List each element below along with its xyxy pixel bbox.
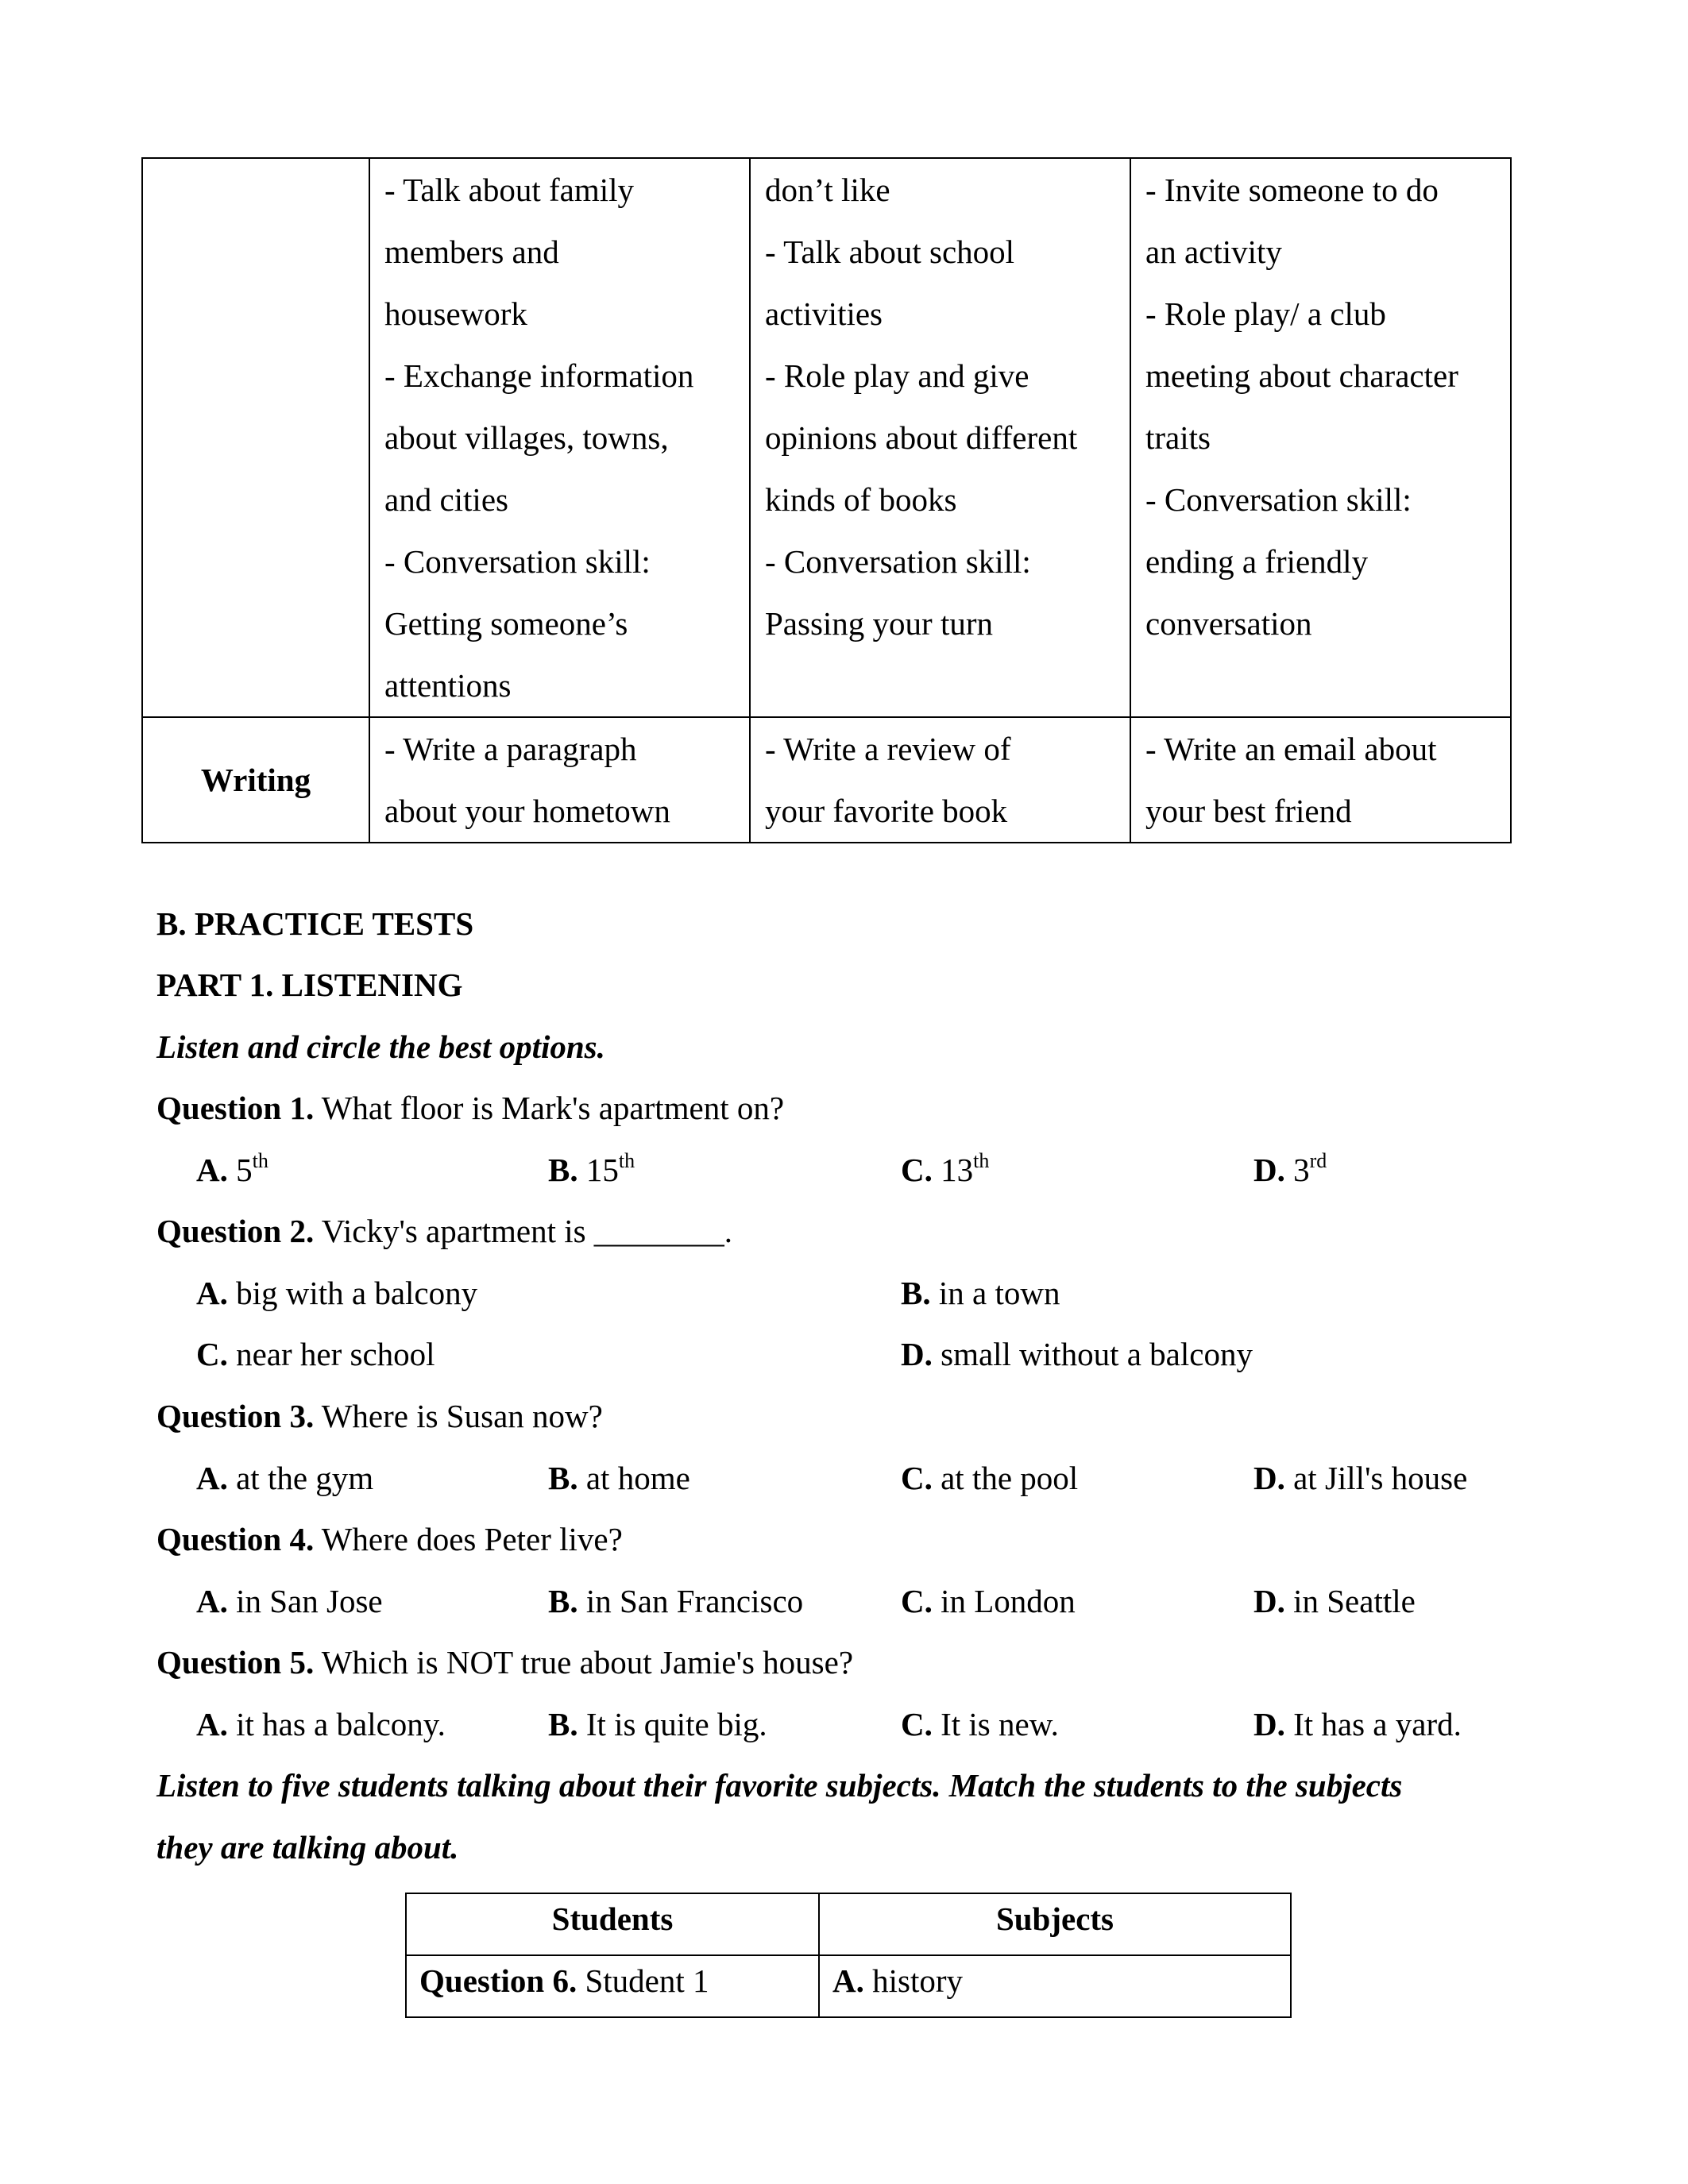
option-a[interactable] [196,1693,446,1755]
option-letter: D. [901,1336,933,1372]
cell-line: about your hometown [384,793,670,829]
cell-col3 [1130,158,1511,717]
option-letter: C. [901,1460,933,1496]
option-d[interactable] [901,1323,1253,1385]
option-text: in San Francisco [577,1583,804,1619]
option-letter: C. [196,1336,228,1372]
cell-line: don’t like [765,172,890,208]
cell-line: - Conversation skill: [765,543,1031,580]
cell-col1 [369,158,750,717]
table-row [142,158,1511,717]
table-header-row [406,1893,1291,1955]
option-b[interactable] [548,1693,767,1755]
question-label: Question 5. [156,1644,315,1680]
cell-line: - Write a paragraph [384,731,637,767]
question-5 [156,1631,853,1693]
header-students: Students [406,1893,819,1955]
option-text: small without a balcony [932,1336,1253,1372]
student-text: Student 1 [577,1962,709,1999]
cell-line: ending a friendly [1145,543,1369,580]
option-d[interactable] [1253,1693,1462,1755]
option-text: at Jill's house [1284,1460,1468,1496]
cell-line: - Exchange information [384,357,694,394]
cell-line: opinions about different [765,419,1078,456]
option-text: in San Jose [227,1583,383,1619]
option-b[interactable] [901,1262,1060,1324]
option-c[interactable] [901,1447,1078,1509]
option-letter: B. [548,1706,578,1742]
table-row [406,1955,1291,2017]
student-cell [406,1955,819,2017]
cell-line: - Write an email about [1145,731,1437,767]
option-b[interactable] [548,1570,803,1632]
option-letter: B. [548,1152,578,1188]
option-a[interactable] [196,1447,373,1509]
instruction-line-2: they are talking about. [156,1829,459,1866]
question-1 [156,1077,784,1139]
skills-table [141,157,1512,843]
option-text: big with a balcony [227,1275,478,1311]
option-c[interactable] [901,1693,1059,1755]
option-c[interactable] [901,1570,1076,1632]
option-letter: D. [1253,1460,1285,1496]
option-text: in London [932,1583,1076,1619]
option-text: 3 [1284,1152,1310,1188]
question-text: Which is NOT true about Jamie's house? [314,1644,854,1680]
question-text: Vicky's apartment is ________. [314,1213,733,1249]
question-text: What floor is Mark's apartment on? [314,1090,785,1126]
option-text: near her school [227,1336,435,1372]
cell-line: meeting about character [1145,357,1458,394]
instruction-line-1: Listen to five students talking about their favorite subjects. Match the students to the subjects [156,1767,1403,1804]
cell-line: activities [765,295,883,332]
option-d[interactable] [1253,1570,1416,1632]
option-text: in a town [930,1275,1060,1311]
question-4 [156,1508,623,1570]
option-text: 5 [227,1152,253,1188]
option-sup: th [252,1149,268,1173]
cell-col3 [1130,717,1511,843]
question-label: Question 3. [156,1398,315,1434]
question-label: Question 4. [156,1521,315,1557]
option-text: at the pool [932,1460,1079,1496]
row-label-writing: Writing [142,717,369,843]
subject-cell [819,1955,1291,2017]
cell-line: - Conversation skill: [1145,481,1412,518]
option-letter: B. [901,1275,931,1311]
cell-line: - Talk about school [765,233,1015,270]
cell-line: - Conversation skill: [384,543,651,580]
part-title: PART 1. LISTENING [156,967,463,1003]
option-letter: C. [901,1706,933,1742]
option-a[interactable] [196,1570,383,1632]
header-subjects: Subjects [819,1893,1291,1955]
option-letter: A. [196,1460,228,1496]
cell-line: - Talk about family [384,172,635,208]
cell-line: and cities [384,481,508,518]
cell-col2 [750,717,1130,843]
option-text: It has a yard. [1284,1706,1462,1742]
option-text: in Seattle [1284,1583,1416,1619]
cell-line: - Role play and give [765,357,1029,394]
subject-text: history [863,1962,964,1999]
option-d[interactable] [1253,1139,1327,1201]
option-sup: rd [1309,1149,1327,1173]
section-title: B. PRACTICE TESTS [156,905,474,942]
option-letter: A. [196,1152,228,1188]
cell-line: - Write a review of [765,731,1011,767]
cell-col2 [750,158,1130,717]
option-sup: th [618,1149,635,1173]
question-label: Question 6. [419,1962,577,1999]
cell-line: Getting someone’s [384,605,628,642]
option-a[interactable] [196,1139,268,1201]
question-label: Question 2. [156,1213,315,1249]
cell-line: an activity [1145,233,1282,270]
cell-line: traits [1145,419,1211,456]
cell-line: Passing your turn [765,605,993,642]
option-letter: A. [196,1275,228,1311]
option-d[interactable] [1253,1447,1467,1509]
cell-line: - Invite someone to do [1145,172,1439,208]
option-text: It is quite big. [577,1706,767,1742]
cell-line: your best friend [1145,793,1352,829]
cell-line: attentions [384,667,512,704]
option-text: 13 [932,1152,974,1188]
instruction: Listen and circle the best options. [156,1028,605,1065]
cell-line: kinds of books [765,481,957,518]
option-letter: A. [196,1583,228,1619]
option-text: at the gym [227,1460,374,1496]
question-text: Where does Peter live? [314,1521,623,1557]
row-label-cell [142,158,369,717]
question-text: Where is Susan now? [314,1398,603,1434]
option-letter: C. [901,1152,933,1188]
option-text: It is new. [932,1706,1059,1742]
cell-line: conversation [1145,605,1312,642]
match-table [405,1893,1292,2018]
option-b[interactable] [548,1447,690,1509]
question-3 [156,1385,603,1447]
option-b[interactable] [548,1139,635,1201]
option-letter: D. [1253,1152,1285,1188]
cell-line: about villages, towns, [384,419,669,456]
option-sup: th [973,1149,990,1173]
option-letter: B. [548,1460,578,1496]
subject-letter: A. [832,1962,864,1999]
option-text: it has a balcony. [227,1706,446,1742]
cell-line: your favorite book [765,793,1008,829]
option-letter: A. [196,1706,228,1742]
option-letter: D. [1253,1583,1285,1619]
cell-line: members and [384,233,559,270]
option-a[interactable] [196,1262,477,1324]
table-row [142,717,1511,843]
option-text: 15 [577,1152,619,1188]
cell-line: housework [384,295,527,332]
option-letter: C. [901,1583,933,1619]
cell-col1 [369,717,750,843]
option-text: at home [577,1460,690,1496]
question-label: Question 1. [156,1090,315,1126]
question-2 [156,1200,732,1262]
option-c[interactable] [901,1139,989,1201]
option-c[interactable] [196,1323,435,1385]
option-letter: D. [1253,1706,1285,1742]
cell-line: - Role play/ a club [1145,295,1386,332]
option-letter: B. [548,1583,578,1619]
